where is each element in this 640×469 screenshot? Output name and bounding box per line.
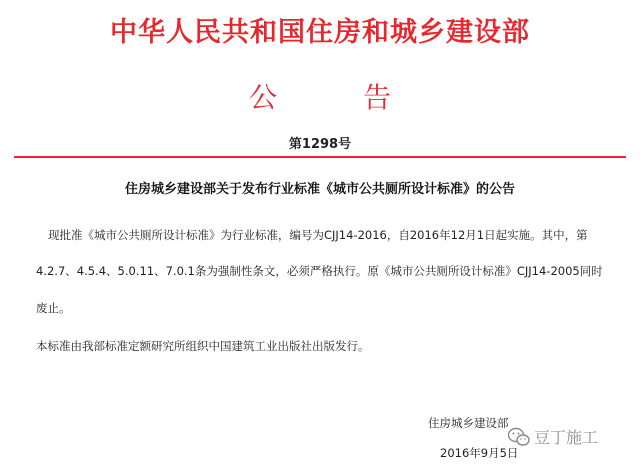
red-divider [14,156,626,158]
signature-organization: 住房城乡建设部 [428,416,509,430]
body-paragraph-line: 废止。 [36,301,71,315]
wechat-icon [508,427,530,447]
ministry-title: 中华人民共和国住房和城乡建设部 [110,17,530,48]
announcement-headline: 住房城乡建设部关于发布行业标准《城市公共厕所设计标准》的公告 [124,182,515,197]
watermark-text: 豆丁施工 [534,428,599,447]
body-paragraph-line: 4.2.7、4.5.4、5.0.11、7.0.1条为强制性条文，必须严格执行。原《城市公共厕所设计标准》CJJ14-2005同时 [36,264,603,278]
watermark [508,425,598,448]
document-number: 第1298号 [288,137,352,152]
signature-date: 2016年9月5日 [440,446,519,460]
body-paragraph-line: 现批准《城市公共厕所设计标准》为行业标准，编号为CJJ14-2016，自2016年12月1日起实施。其中，第 [48,228,588,242]
notice-title: 公告 [248,81,477,114]
body-paragraph-line: 本标准由我部标准定额研究所组织中国建筑工业出版社出版发行。 [36,339,370,353]
